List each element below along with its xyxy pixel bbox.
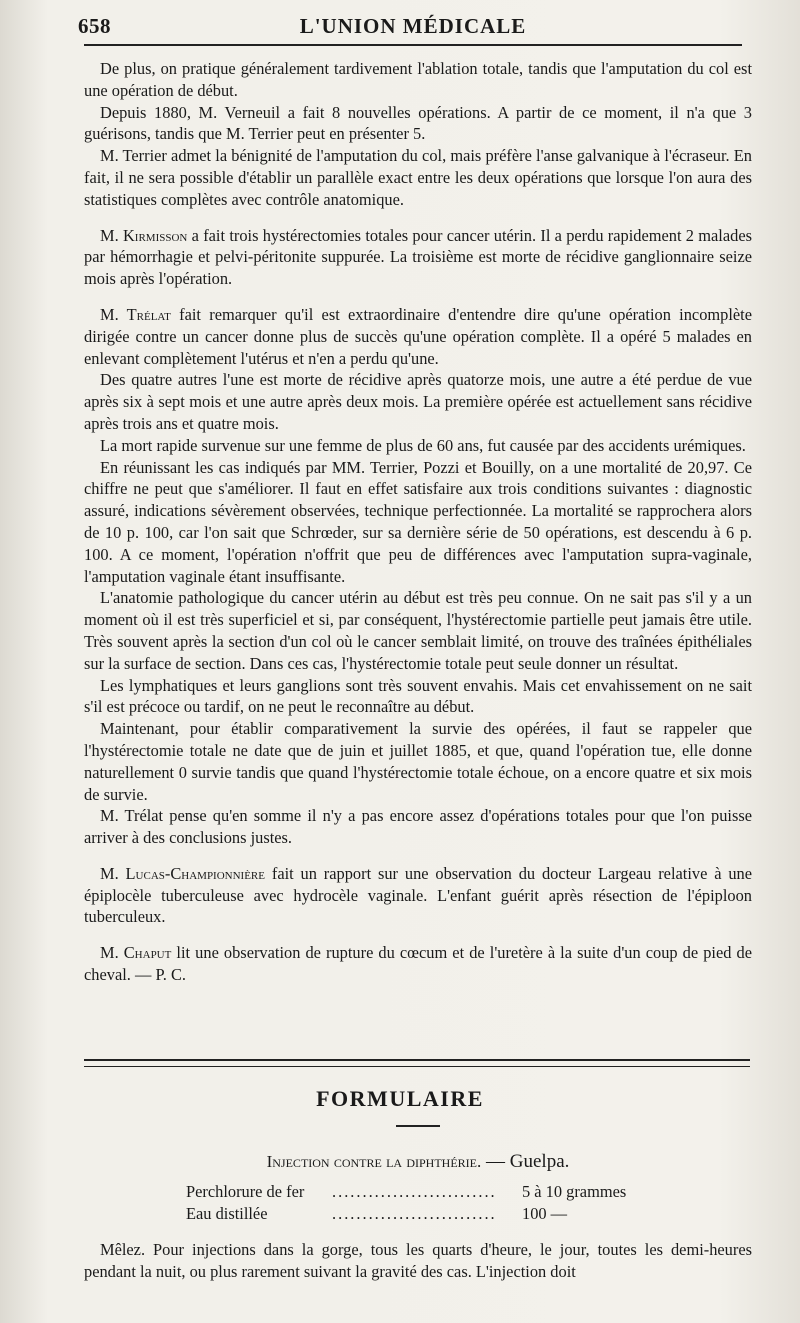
recipe-name: Injection contre la diphthérie. xyxy=(266,1152,482,1171)
paragraph xyxy=(84,863,752,928)
ingredient-name: Perchlorure de fer xyxy=(186,1182,305,1201)
paragraph xyxy=(84,225,752,290)
paragraph: L'anatomie pathologique du cancer utérin au début est très peu connue. On ne sait pas s'il y a un moment où il est très superficiel et si, par conséquent, l'hystérectomie partielle peut jamais être utile. Très souvent après la section d'un col où le cancer semblait limité, on trouve des traînées épithéliales sur la surface de section. Dans ces cas, l'hystérectomie totale peut seule donner un résultat. xyxy=(84,588,752,673)
paragraph-text: lit une observation de rupture du cœcum et de l'uretère à la suite d'un coup de pied de cheval. — P. C. xyxy=(84,943,752,985)
paragraph-text: a fait trois hystérectomies totales pour cancer utérin. Il a perdu rapidement 2 malades par hémorrhagie et pelvi-péritonite suppurée. La troisième est morte de récidive ganglionnaire seize mois après l'opération. xyxy=(84,225,752,289)
ingredient-quantity: 100 — xyxy=(522,1204,568,1223)
paragraph: Depuis 1880, M. Verneuil a fait 8 nouvelles opérations. A partir de ce moment, il n'a que 3 guérisons, tandis que M. Terrier peut en présenter 5. xyxy=(84,102,752,144)
title-underline xyxy=(396,1125,440,1127)
paragraph: M. Trélat pense qu'en somme il n'y a pas encore assez d'opérations totales pour que l'on puisse arriver à des conclusions justes. xyxy=(84,806,752,848)
paragraph-text: fait remarquer qu'il est extraordinaire d'entendre dire qu'une opération incomplète dirigée contre un cancer donne plus de succès qu'une opération complète. Il a opéré 5 malades en enlevant complètement l'utérus et n'en a perdu qu'une. xyxy=(84,304,752,368)
recipe-title xyxy=(84,1151,752,1173)
ingredient-list xyxy=(186,1181,656,1225)
paragraph: Maintenant, pour établir comparativement la survie des opérées, il faut se rappeler que l'hystérectomie totale ne date que de juin et juillet 1885, et que, quand l'opération tue, elle donne naturellement 0 survie tandis que quand l'hystérectomie totale échoue, on a encore quatre et six mois de survie. xyxy=(84,719,752,804)
paragraph: Des quatre autres l'une est morte de récidive après quatorze mois, une autre a été perdue de vue après six à sept mois et une autre après deux mois. La première opérée est actuellement sans récidive après trois ans et quatre mois. xyxy=(84,370,752,433)
article-body xyxy=(84,58,752,986)
paragraph: De plus, on pratique généralement tardivement l'ablation totale, tandis que l'amputation du col est une opération de début. xyxy=(84,59,752,100)
speaker-name: M. Trélat xyxy=(100,304,171,324)
paragraph: Mêlez. Pour injections dans la gorge, tous les quarts d'heure, le jour, toutes les demi-heures pendant la nuit, ou plus rarement suivant la gravité des cas. L'injection doit xyxy=(84,1240,752,1281)
paragraph xyxy=(84,942,752,986)
speaker-name: M. Chaput xyxy=(100,943,172,963)
speaker-name: M. Kirmisson xyxy=(100,225,188,245)
paragraph: M. Terrier admet la bénignité de l'amputation du col, mais préfère l'anse galvanique à l'écraseur. En fait, il ne sera possible d'établir un parallèle exact entre les deux opérations que lorsque l'on aura des statistiques complètes avec contrôle anatomique. xyxy=(84,146,752,209)
recipe-author: — Guelpa. xyxy=(481,1151,570,1172)
paragraph: Les lymphatiques et leurs ganglions sont très souvent envahis. Mais cet envahissement on ne sait s'il est précoce ou tardif, on ne peut le reconnaître au début. xyxy=(84,675,752,717)
dot-leader: ........................... xyxy=(332,1182,497,1201)
header-rule xyxy=(84,44,742,46)
ingredient-quantity: 5 à 10 grammes xyxy=(522,1182,627,1201)
speaker-name: M. Lucas-Championnière xyxy=(100,863,265,883)
running-title: L'UNION MÉDICALE xyxy=(299,14,527,38)
recipe-instructions xyxy=(84,1239,752,1283)
paragraph: En réunissant les cas indiqués par MM. Terrier, Pozzi et Bouilly, on a une mortalité de 20,97. Ce chiffre ne peut que s'améliorer. Il faut en effet satisfaire aux trois conditions suivantes : diagnostic assuré, indications sévèrement observées, technique perfectionnée. La mortalité se rapprochera alors de 10 p. 100, car l'on sait que Schrœder, sur sa dernière série de 50 opérations, est descendu à 6 p. 100. A ce moment, l'opération n'offrit que peu de différences avec l'amputation supra-vaginale, l'amputation vaginale étant insuffisante. xyxy=(84,457,752,586)
paragraph: La mort rapide survenue sur une femme de plus de 60 ans, fut causée par des accidents urémiques. xyxy=(100,435,746,455)
ingredient-name: Eau distillée xyxy=(186,1204,268,1223)
section-divider xyxy=(84,1059,750,1067)
section-title: FORMULAIRE xyxy=(316,1086,484,1111)
page-header xyxy=(78,12,748,42)
ingredient-row xyxy=(186,1203,656,1225)
page-number: 658 xyxy=(78,14,111,38)
dot-leader: ........................... xyxy=(332,1204,497,1223)
paragraph xyxy=(84,304,752,369)
ingredient-row xyxy=(186,1181,656,1203)
paragraph-text: fait un rapport sur une observation du docteur Largeau relative à une épiplocèle tuberculeuse avec hydrocèle vaginale. L'enfant guérit après résection de l'épiploon tuberculeux. xyxy=(84,863,752,927)
